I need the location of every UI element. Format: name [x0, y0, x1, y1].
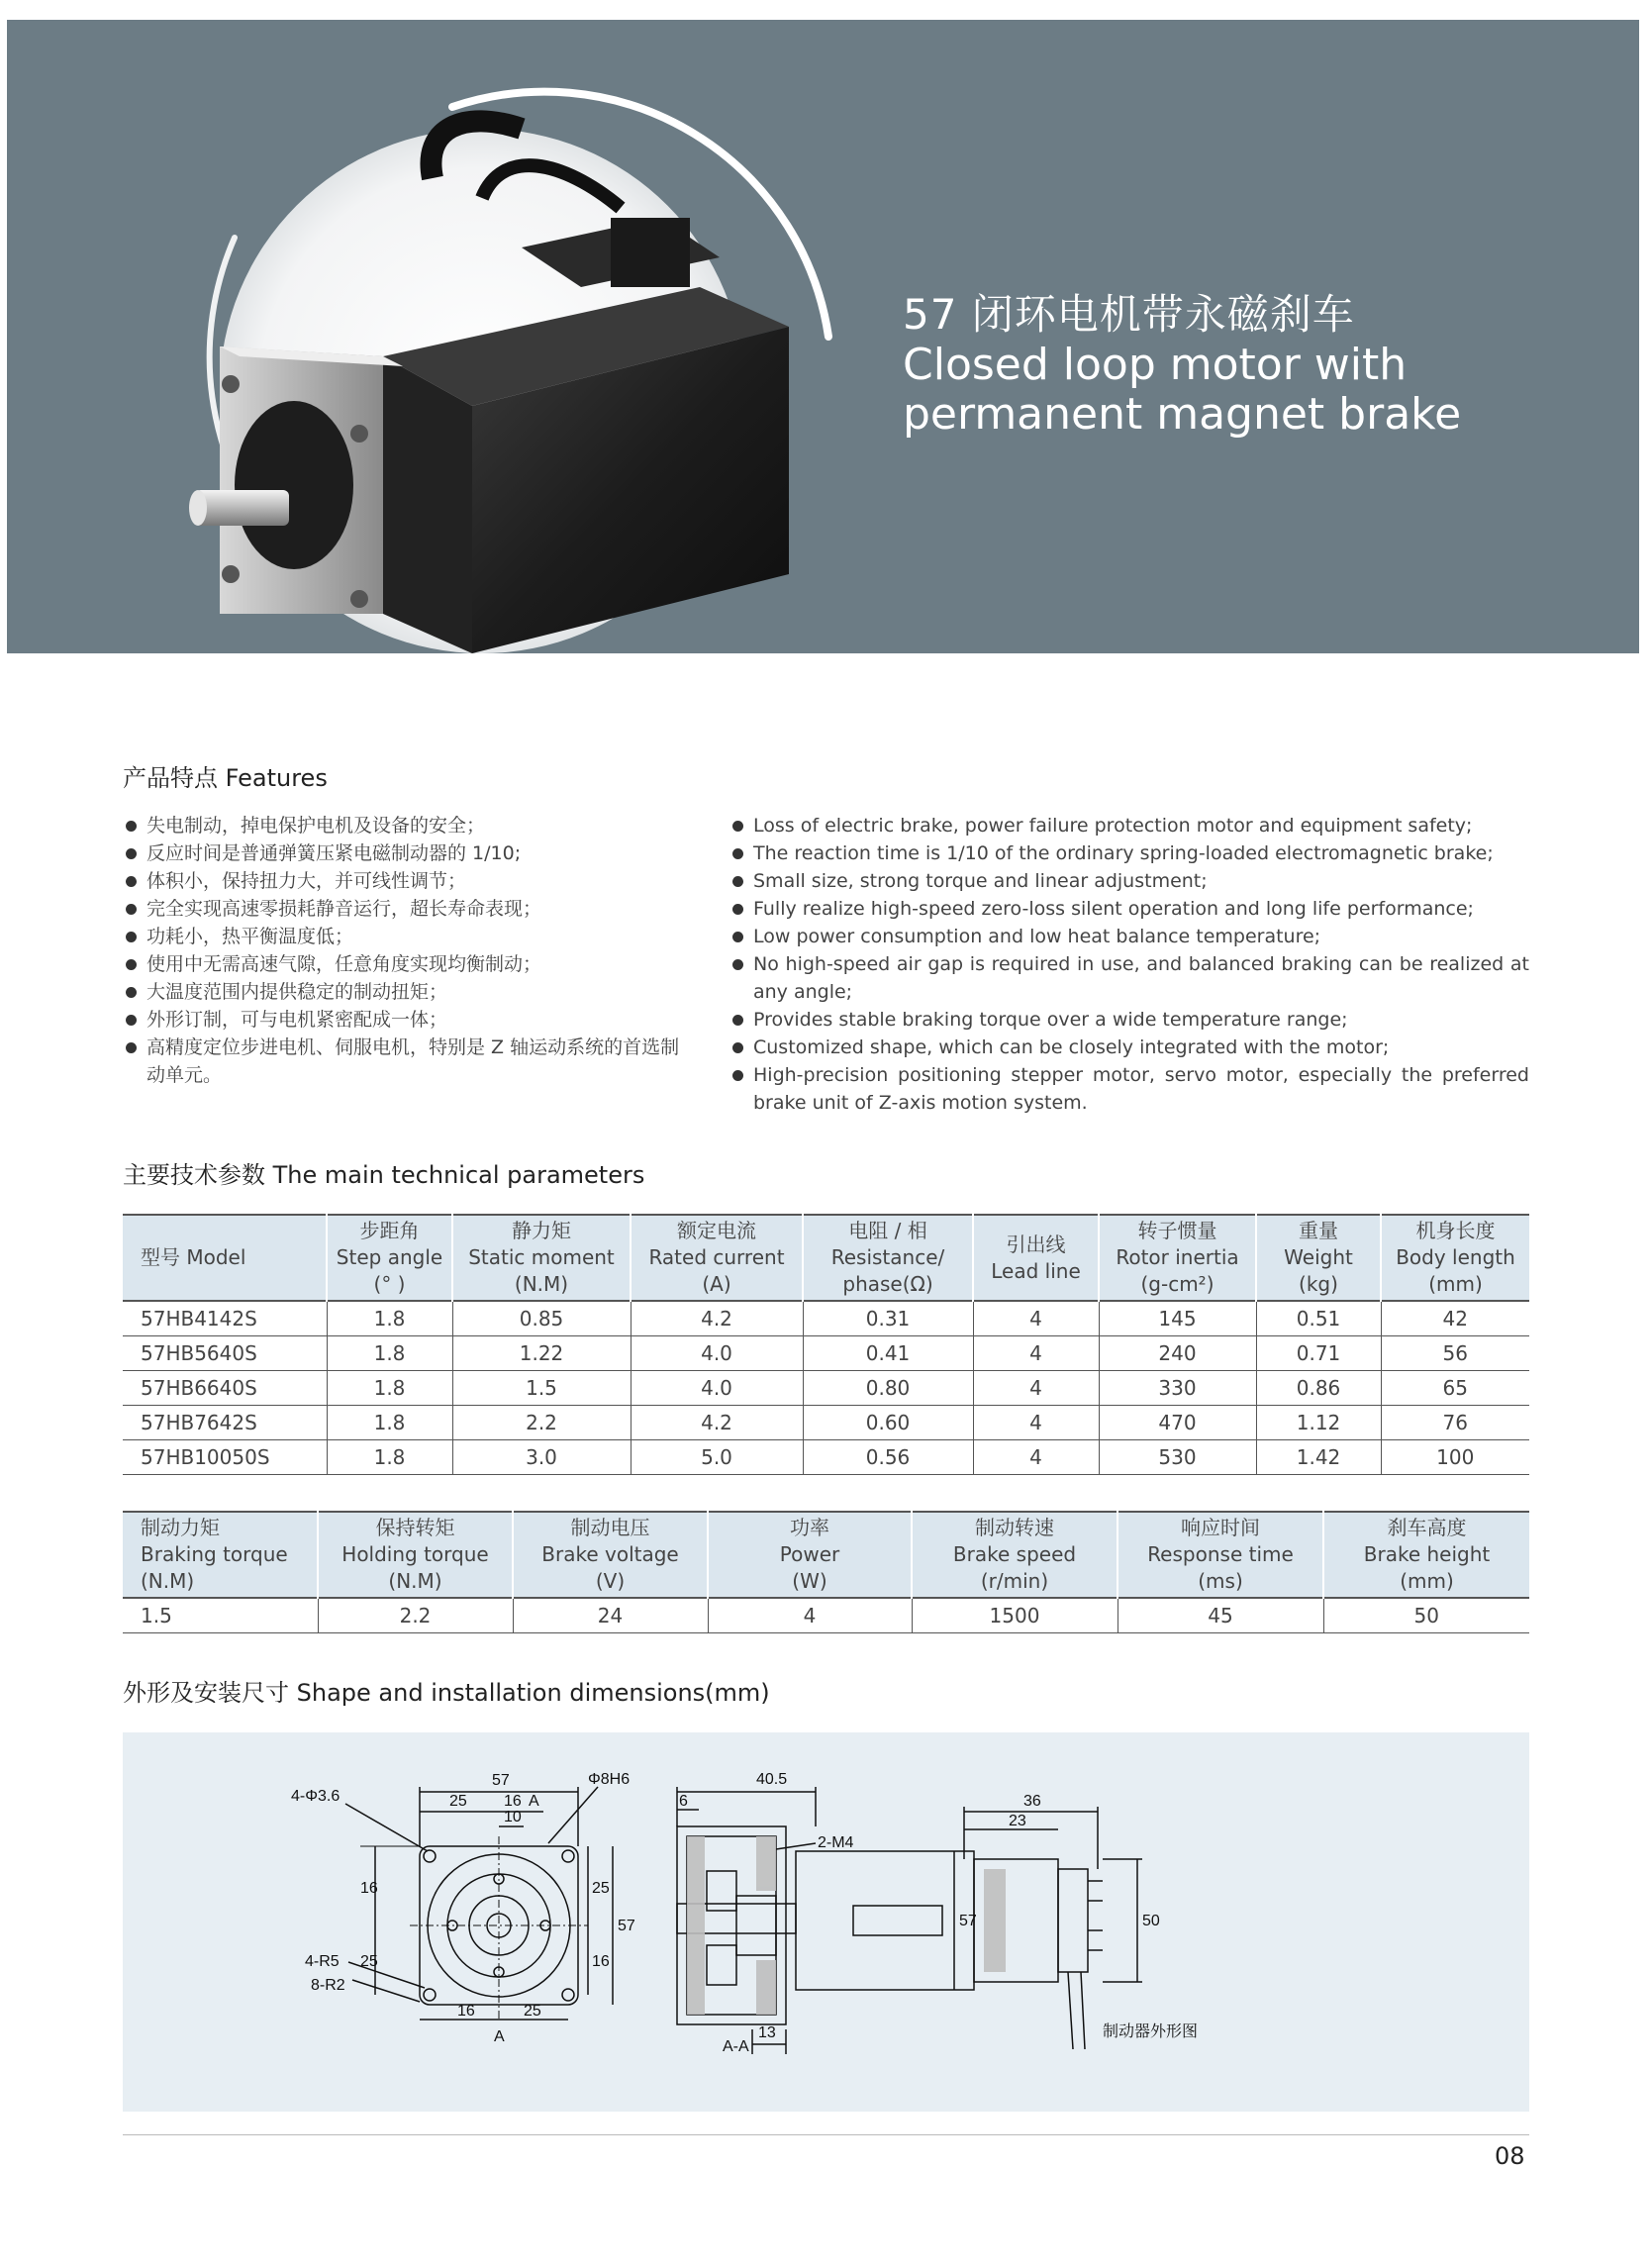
feature-zh-item: 功耗小，热平衡温度低； [123, 923, 697, 950]
dim-shaft: Φ8H6 [588, 1771, 631, 1788]
dim-16-left: 16 [360, 1880, 378, 1897]
drawing-caption: 制动器外形图 [1103, 2023, 1199, 2040]
section-label: A-A [723, 2038, 749, 2055]
features-list-en [729, 812, 1529, 1117]
col-braking-torque: 制动力矩 Braking torque (N.M) [123, 1512, 318, 1598]
col-step-angle: 步距角 Step angle (° ) [327, 1215, 452, 1301]
dim-a-top: A [529, 1793, 539, 1810]
dimensions-heading: 外形及安装尺寸 Shape and installation dimensions(mm) [123, 1679, 770, 1707]
col-model: 型号 Model [123, 1215, 327, 1301]
dim-23: 23 [1009, 1813, 1026, 1829]
params-heading: 主要技术参数 The main technical parameters [123, 1161, 645, 1189]
features-list-zh [123, 812, 697, 1089]
dim-16-top: 16 [504, 1793, 522, 1810]
dim-57-side: 57 [959, 1913, 977, 1929]
dim-16-bottom: 16 [457, 2003, 475, 2020]
hero-banner [7, 20, 1639, 653]
dim-57-right: 57 [618, 1918, 635, 1934]
dim-25-bottom: 25 [524, 2003, 541, 2020]
product-title-en-line2: permanent magnet brake [903, 389, 1462, 440]
col-static-moment: 静力矩 Static moment (N.M) [452, 1215, 631, 1301]
table-row: 57HB10050S 1.8 3.0 5.0 0.56 4 530 1.42 100 [123, 1440, 1529, 1475]
table-row: 57HB6640S 1.8 1.5 4.0 0.80 4 330 0.86 65 [123, 1371, 1529, 1406]
dim-10: 10 [504, 1809, 522, 1825]
feature-zh-item: 反应时间是普通弹簧压紧电磁制动器的 1/10; [123, 839, 697, 867]
col-holding-torque: 保持转矩 Holding torque (N.M) [318, 1512, 513, 1598]
col-weight: 重量 Weight (kg) [1256, 1215, 1381, 1301]
feature-zh-item: 失电制动，掉电保护电机及设备的安全； [123, 812, 697, 839]
table-row: 1.5 2.2 24 4 1500 45 50 [123, 1598, 1529, 1633]
product-title [903, 289, 1461, 440]
feature-zh-item: 体积小，保持扭力大，并可线性调节； [123, 867, 697, 895]
table-row: 57HB5640S 1.8 1.22 4.0 0.41 4 240 0.71 56 [123, 1336, 1529, 1371]
col-rotor-inertia: 转子惯量 Rotor inertia (g-cm²) [1099, 1215, 1256, 1301]
params-header-row [123, 1215, 1529, 1301]
dim-16-right: 16 [592, 1953, 610, 1970]
dim-r5: 4-R5 [305, 1953, 340, 1970]
feature-en-item: High-precision positioning stepper motor, servo motor, especially the preferred brake unit of Z-axis motion system. [729, 1061, 1529, 1117]
dim-36: 36 [1023, 1793, 1041, 1810]
page-number: 08 [1495, 2142, 1525, 2170]
brake-table [123, 1511, 1529, 1633]
col-rated-current: 额定电流 Rated current (A) [631, 1215, 803, 1301]
feature-zh-item: 使用中无需高速气隙，任意角度实现均衡制动； [123, 950, 697, 978]
col-response-time: 响应时间 Response time (ms) [1118, 1512, 1323, 1598]
col-brake-voltage: 制动电压 Brake voltage (V) [513, 1512, 708, 1598]
feature-en-item: Provides stable braking torque over a wide temperature range; [729, 1006, 1529, 1034]
dim-25-left: 25 [360, 1953, 378, 1970]
params-table [123, 1214, 1529, 1475]
feature-en-item: The reaction time is 1/10 of the ordinary spring-loaded electromagnetic brake; [729, 839, 1529, 867]
dim-50: 50 [1142, 1913, 1160, 1929]
feature-en-item: Fully realize high-speed zero-loss silent operation and long life performance; [729, 895, 1529, 923]
feature-en-item: Customized shape, which can be closely integrated with the motor; [729, 1034, 1529, 1061]
feature-zh-item: 外形订制，可与电机紧密配成一体； [123, 1006, 697, 1034]
dimension-drawing [123, 1732, 1529, 2112]
feature-zh-item: 完全实现高速零损耗静音运行，超长寿命表现； [123, 895, 697, 923]
col-power: 功率 Power (W) [708, 1512, 912, 1598]
col-resistance: 电阻 / 相 Resistance/ phase(Ω) [803, 1215, 973, 1301]
table-row: 57HB7642S 1.8 2.2 4.2 0.60 4 470 1.12 76 [123, 1406, 1529, 1440]
dim-m4: 2-M4 [818, 1834, 854, 1851]
dim-13: 13 [758, 2024, 776, 2041]
dim-a-bottom: A [494, 2028, 505, 2045]
dim-r2: 8-R2 [311, 1977, 345, 1994]
footer-divider [123, 2134, 1529, 2135]
feature-en-item: Low power consumption and low heat balance temperature; [729, 923, 1529, 950]
dim-holes: 4-Φ3.6 [291, 1788, 340, 1805]
table-row: 57HB4142S 1.8 0.85 4.2 0.31 4 145 0.51 42 [123, 1301, 1529, 1336]
col-body-length: 机身长度 Body length (mm) [1381, 1215, 1529, 1301]
feature-en-item: No high-speed air gap is required in use, and balanced braking can be realized at any angle; [729, 950, 1529, 1006]
dim-25-top: 25 [449, 1793, 467, 1810]
col-lead-line: 引出线 Lead line [973, 1215, 1099, 1301]
dim-57-top: 57 [492, 1772, 510, 1789]
dim-6: 6 [679, 1793, 688, 1810]
feature-en-item: Loss of electric brake, power failure protection motor and equipment safety; [729, 812, 1529, 839]
product-title-zh: 57 闭环电机带永磁刹车 [903, 290, 1355, 339]
feature-zh-item: 大温度范围内提供稳定的制动扭矩； [123, 978, 697, 1006]
dimension-drawing-svg [123, 1732, 1529, 2112]
col-brake-height: 刹车高度 Brake height (mm) [1323, 1512, 1529, 1598]
feature-en-item: Small size, strong torque and linear adjustment; [729, 867, 1529, 895]
feature-zh-item: 高精度定位步进电机、伺服电机，特别是 Z 轴运动系统的首选制动单元。 [123, 1034, 697, 1089]
dim-40-5: 40.5 [756, 1771, 788, 1788]
features-heading: 产品特点 Features [123, 764, 328, 792]
brake-header-row [123, 1512, 1529, 1598]
dim-25-right: 25 [592, 1880, 610, 1897]
col-brake-speed: 制动转速 Brake speed (r/min) [912, 1512, 1118, 1598]
product-title-en-line1: Closed loop motor with [903, 340, 1408, 390]
